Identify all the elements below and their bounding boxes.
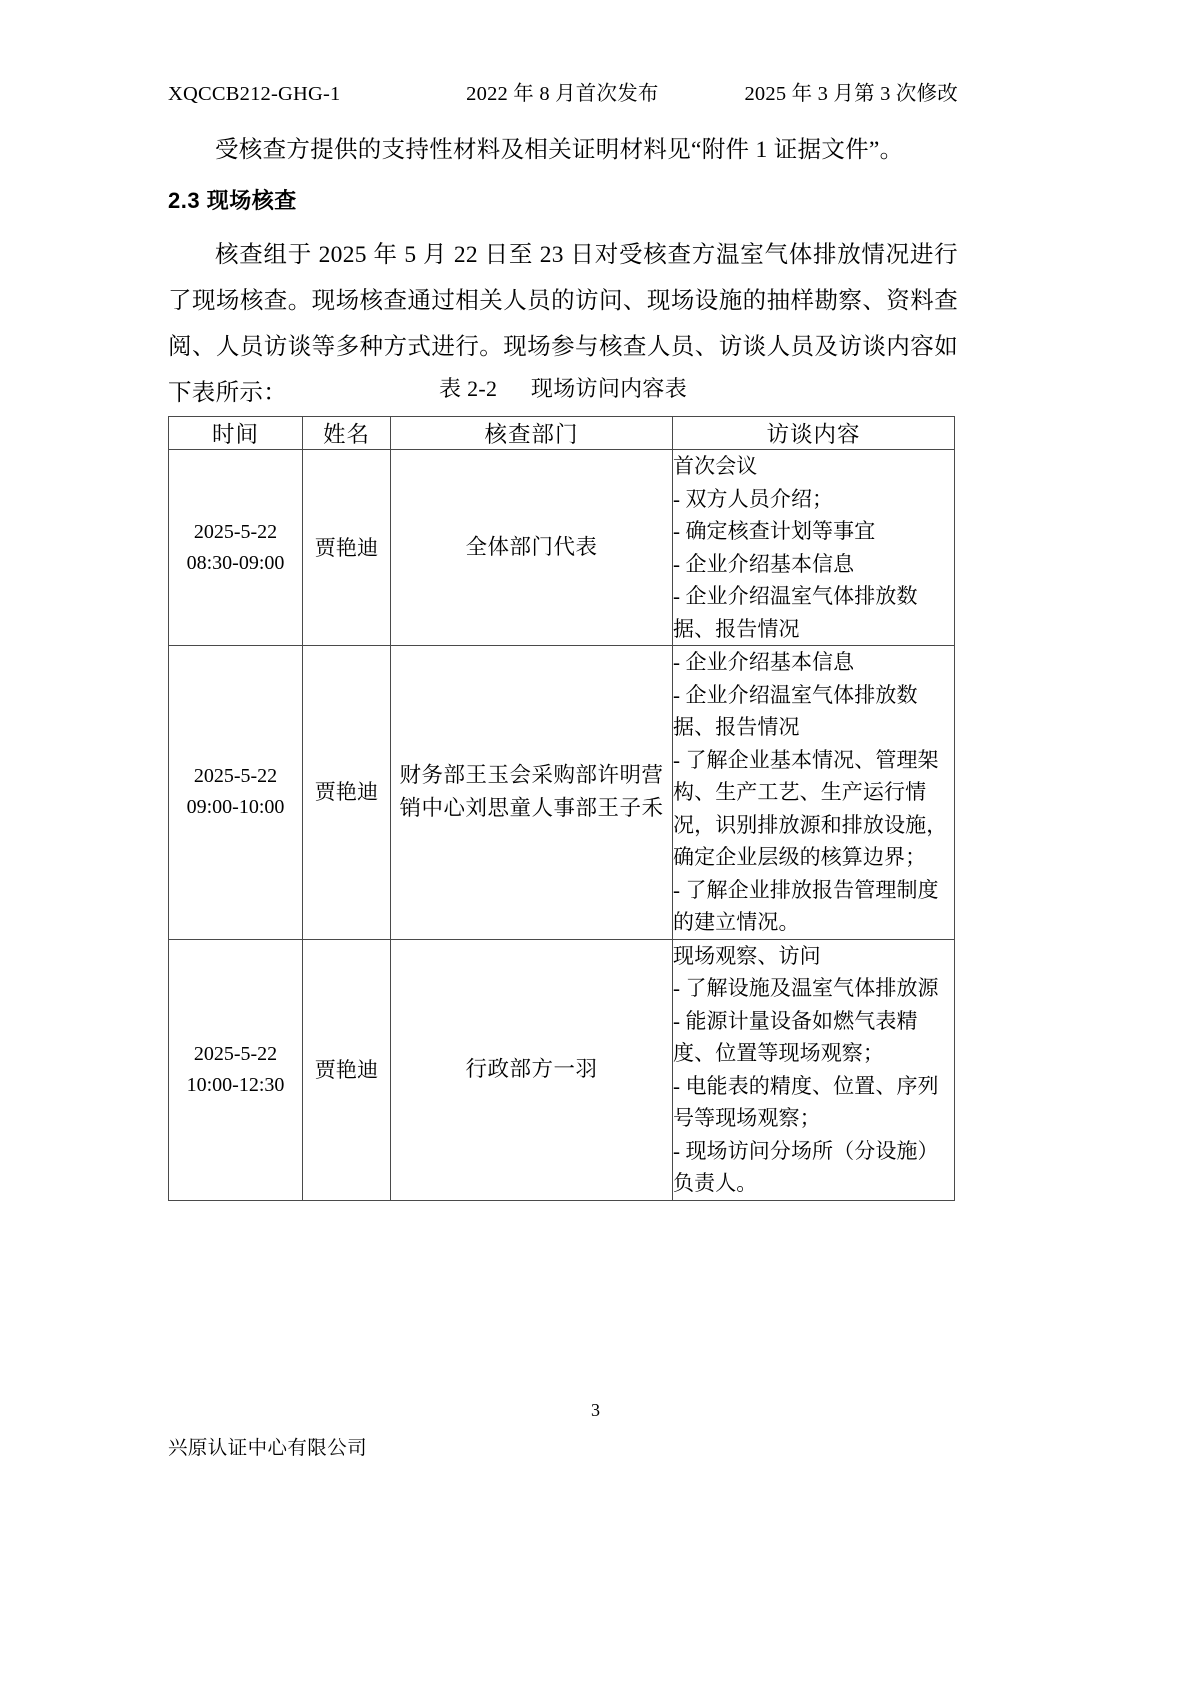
content-line: - 企业介绍基本信息: [673, 650, 855, 674]
cell-time-range: 10:00-12:30: [186, 1073, 285, 1096]
cell-content: [673, 646, 955, 940]
column-header-time: 时间: [169, 417, 303, 450]
content-line: - 了解企业基本情况、管理架构、生产工艺、生产运行情况，识别排放源和排放设施，确定企业层级的核算边界；: [673, 747, 948, 869]
page-number: 3: [591, 1400, 600, 1420]
content-line: - 了解设施及温室气体排放源: [673, 976, 939, 1000]
header-doc-code: XQCCB212-GHG-1: [168, 83, 341, 105]
column-header-content: 访谈内容: [673, 417, 955, 450]
cell-name: 贾艳迪: [303, 939, 391, 1200]
cell-department: 行政部方一羽: [391, 939, 673, 1200]
content-line: - 了解企业排放报告管理制度的建立情况。: [673, 877, 939, 934]
content-line: - 双方人员介绍；: [673, 486, 834, 511]
content-line: - 现场访问分场所（分设施）负责人。: [673, 1138, 939, 1195]
table-row: [169, 450, 955, 646]
cell-time-date: 2025-5-22: [193, 765, 278, 788]
content-line: 现场观察、访问: [673, 943, 821, 968]
cell-time: [169, 646, 303, 940]
column-header-name: 姓名: [303, 417, 391, 450]
content-line: 首次会议: [673, 454, 758, 478]
cell-time: [169, 450, 303, 646]
table-caption: [168, 372, 958, 403]
content-line: - 企业介绍基本信息: [673, 551, 855, 576]
cell-content: [673, 450, 955, 646]
cell-content: [673, 939, 955, 1200]
cell-department: 全体部门代表: [391, 450, 673, 646]
table-row: [169, 939, 955, 1200]
content-line: - 能源计量设备如燃气表精度、位置等现场观察；: [673, 1008, 918, 1065]
body-paragraph: 核查组于 2025 年 5 月 22 日至 23 日对受核查方温室气体排放情况进行了现场核查。现场核查通过相关人员的访问、现场设施的抽样勘察、资料查阅、人员访谈等多种方式进行。现场参与核查人员、访谈人员及访谈内容如下表所示：: [168, 242, 958, 406]
cell-time-range: 09:00-10:00: [186, 796, 285, 819]
content-line: - 电能表的精度、位置、序列号等现场观察；: [673, 1073, 939, 1130]
document-header: [168, 76, 958, 106]
table-row: [169, 646, 955, 940]
table-header-row: [169, 417, 955, 450]
cell-name: 贾艳迪: [303, 450, 391, 646]
cell-time-date: 2025-5-22: [193, 520, 278, 543]
cell-name: 贾艳迪: [303, 646, 391, 940]
table-caption-number: 表 2-2: [438, 376, 498, 401]
content-line: 财务部王玉会: [399, 763, 532, 788]
column-header-department: 核查部门: [391, 417, 673, 450]
header-revision: 2025 年 3 月第 3 次修改: [744, 83, 958, 105]
intro-paragraph: 受核查方提供的支持性材料及相关证明材料见“附件 1 证据文件”。: [215, 137, 904, 163]
cell-time-date: 2025-5-22: [193, 1042, 278, 1065]
section-heading-2-3: 2.3 现场核查: [168, 188, 297, 213]
table-caption-title: 现场访问内容表: [530, 376, 688, 401]
cell-department: [391, 646, 673, 940]
interview-table-wrapper: [168, 416, 954, 1201]
content-line: - 企业介绍温室气体排放数据、报告情况: [673, 682, 918, 739]
content-line: 营销中心刘思童: [399, 763, 664, 821]
content-line: 采购部许明: [531, 763, 642, 788]
footer-organization: 兴原认证中心有限公司: [168, 1438, 368, 1459]
content-line: - 确定核查计划等事宜: [673, 519, 876, 543]
cell-time: [169, 939, 303, 1200]
content-line: - 企业介绍温室气体排放数据、报告情况: [673, 584, 918, 641]
interview-table: [168, 416, 955, 1201]
content-line: 人事部王子禾: [531, 796, 664, 821]
cell-time-range: 08:30-09:00: [186, 551, 285, 574]
header-first-issue: 2022 年 8 月首次发布: [466, 83, 659, 105]
